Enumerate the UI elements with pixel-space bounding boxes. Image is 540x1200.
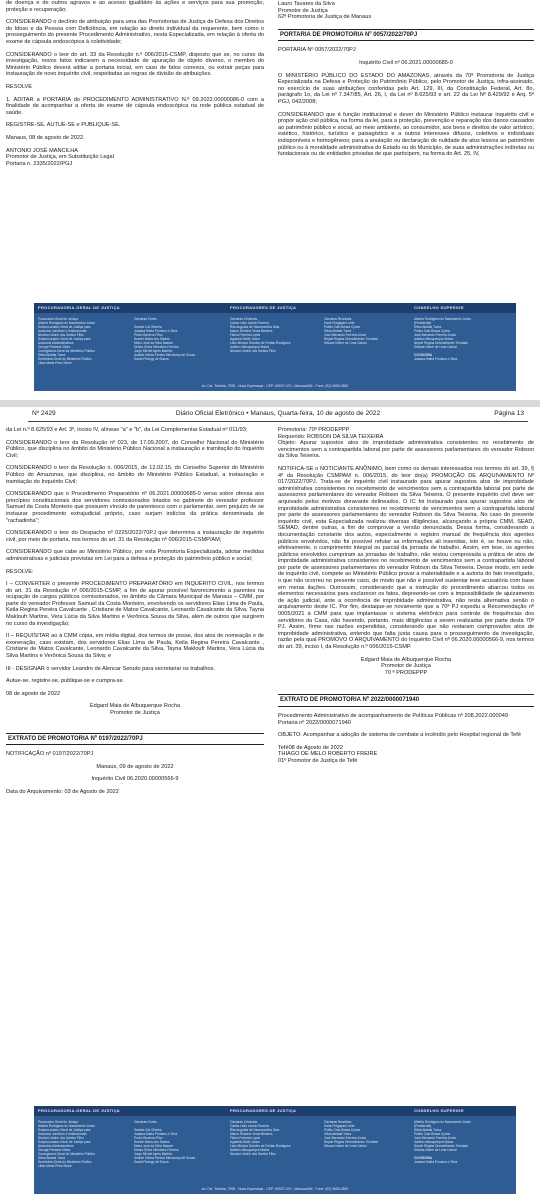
banner-line: Alberto Rodrigues do Nascimento Júnior [414,317,472,321]
banner-line: Silvia Abdala Tuma [38,1156,66,1160]
banner-line: Jussara Maria Pordeus e Silva [134,329,178,333]
banner-line: Corregedora-Geral do Ministério Público [38,1152,96,1156]
banner-line: Rita Augusta de Vasconcellos Dias [230,325,280,329]
banner-line: Rita Augusta de Vasconcellos Dias [230,1128,280,1132]
banner-line: José Bernardo Ferreira Júnior [324,1136,367,1140]
banner-line: (Presidente) [414,1124,432,1128]
banner-line: Secretária-Geral do Ministério Público [38,1160,92,1164]
signature-portaria: Portaria n. 2335/2022/PGJ [6,160,73,167]
paragraph: CONSIDERANDO que é função institucional e dever do Ministério Público instaurar inquérito civil e propor ação civil pública, na forma da lei, para a proteção, prevenção e reparação dos danos causados ao patrimônio público e social, ao meio ambiente, ao consumidor, aos bens e direitos de valor artístico, estético, histórico, turístico e paisagístico e a outros interesses difusos, coletivos e individuais indisponíveis e homogêneos; para a anulação ou declaração de nulidade de atos lesivos ao patrimônio público ou à moralidade administrativa do Estado ou do Município, de suas administrações indiretas ou fundacionais ou de entidades privadas de que participem, na forma do Art. 25, IV, [278,111,534,158]
requerido-line: Requerido: ROBSON DA SILVA TEIXEIRA [278,433,384,440]
banner-line: Subprocurador-Geral de Justiça para [38,1140,91,1144]
promotoria-line: Promotoria: 70ª PRODEPPP [278,427,350,433]
banner-line: Maria José da Silva Nazaré [134,1144,173,1148]
left-column [6,427,264,802]
banner-line: Silvia Abdala Tuma [324,329,352,333]
banner-line: Maria José da Silva Nazaré [134,341,173,345]
signature-name: THIAGO DE MELO ROBERTO FREIRE [278,751,378,758]
page-number: Página 13 [494,410,524,417]
banner-line: Pedro Bezerra Filho [134,1136,163,1140]
section-heading: EXTRATO DE PROMOTORIA Nº 0197/2022/70PJ [6,733,264,746]
banner-line: Assuntos Jurídicos e Institucionais [38,329,87,333]
banner-line: Públio Caio Bessa Cyrino [414,1132,451,1136]
paragraph: da Lei n.º 8.625/93 e Art. 3º, inciso IV, alíneas "a" e "b", da Lei Complementar Estadual nº 011/93; [6,427,248,433]
paragraph: CONSIDERANDO que cabe ao Ministério Público, por esta Promotoria Especializada, adotar medidas administrativas e judiciais previstas em Lei para a defesa e proteção do patrimônio público e social; [6,549,264,562]
edition-number: Nº 2429 [32,410,56,417]
banner-line: Públio Caio Bessa Cyrino [414,329,451,333]
right-column [278,1,534,164]
banner-title-mid: PROCURADORES DE JUSTIÇA [230,1108,297,1113]
banner-line: Nicolau Libório dos Santos Filho [230,349,276,353]
signature-name: Lauro Tavares da Silva [278,1,335,7]
banner-line: Sandra Cal Oliveira [134,325,162,329]
portaria-line: Portaria nº 2022/0000071940 [278,719,351,726]
banner-line: Câmaras Cíveis [134,1120,157,1124]
paragraph: NOTIFICA-SE o NOTICIANTE ANÔNIMO, bem como os demais interessados nos termos do art. 39, § 4º da Resolução CSMPAM n. 006/2015, do teor do(a) PROMOÇÃO DE ARQUIVAMENTO Nº 017/2022/70PJ. Trata-se de inquérito civil instaurado para apurar supostos atos de improbidade administrativa consistentes no recebimento de vencimentos sem a contrapartida laboral por parte de assessores parlamentares do vereador Robson da Silva Teixeira. O presente inquérito civil deve ser arquivado pelos motivos doravante delineados. O IC foi instaurado para apurar supostos atos de improbidade administrativa consistentes no recebimento de vencimentos sem a contrapartida laboral por parte de assessores parlamentares do vereador Robson da Silva Teixeira. No caso do presente inquérito civil, esta Especializada realizou diversas diligências, alcançando a própria CMM, SEAD, SEMAD, dentre outras, a fim de comprovar a versão denunciada. Dessa forma, considerando a documentação constante dos autos, especialmente o registro manual de frequência dos agentes públicos envolvidos, não foi possível refutar as informações ali inseridas, isto é, se houve ou não, efetivamente, o cumprimento integral ou parcial da jornada de trabalho. Assim, em tese, os agentes públicos envolvidos cumpriram as jornadas de trabalho, não restou comprovada a prática de atos de improbidade administrativa consistentes no recebimento de vencimentos sem a contrapartida laboral por parte de assessores parlamentares do vereador Robson da Silva Teixeira. Desse modo, em sede de inquérito civil, compete ao Ministério Público provar a materialidade e a autoria do fato investigado, o que não ocorreu no presente caso, de modo que não é possível sustentar tese acusatória com base em meras ilações. Outrossim, considerando que a instrução do procedimento abarcou todos os elementos necessários para esclarecer os fatos, depreendo-se com a impossibilidade de ajuizamento de ação judicial, ante a ocorrência de improbidade administrativa, não resta alternativa senão o arquivamento deste IC. Por fim, destaque-se novamente que a 70ª PJ expediu a Recomendação nº 0005/2021 à CMM para que implantasse o sistema eletrônico para controle de frequências dos servidores da Casa, não havendo, portanto, mais diligências a serem realizadas por parte desta 70ª PJ. Assim, firme nas razões expendidas, considerando que não restaram comprovados atos de improbidade administrativa, entendo que falta justa causa para o prosseguimento da investigação, razão pela qual PROMOVO O ARQUIVAMENTO do Inquérito Civil nº 06.2020.00000566-9, nos termos do art. 39, inciso I, da Resolução n.º 006/2015-CSMP. [278,465,534,650]
banner-line: José Bernardo Ferreira Júnior [324,333,367,337]
paragraph: CONSIDERANDO o teor do Despacho nº 0225/2022/70PJ que determina a instauração de inquérito civil, por meio de portaria, nos termos do art. 31 da Resolução nº 006/2015-CSMP/AM; [6,530,264,543]
banner-line: Alberto Rodrigues do Nascimento Júnior [38,1124,96,1128]
banner-line: George Pestana Vieira [38,345,71,349]
banner-line: Alberto Rodrigues do Nascimento Júnior [414,1120,472,1124]
signature-office: 70 ª PRODEPPP [384,669,428,676]
banner-line: Jussara Maria Pordeus e Silva [414,357,458,361]
banner-line: Assuntos Jurídicos e Institucionais [38,1132,87,1136]
banner-line: Flávio Ferreira Lopes [230,333,261,337]
paragraph: Autue-se, registre-se, publique-se e cumpra-se. [6,678,125,685]
date-line: Tefé08 de Agosto de 2022 [278,744,344,751]
banner-line: Carlos Lélio Lauria Ferreira [230,321,269,325]
banner-line: Subprocurador-Geral de Justiça para [38,325,91,329]
paragraph: O MINISTÉRIO PÚBLICO DO ESTADO DO AMAZONAS, através da 70ª Promotoria de Justiça Especializada na Defesa e Proteção do Patrimônio Público, pelo Promotor de Justiça, infra-assinado, no exercício de suas atribuições conferidas pelo Art. 129, III, da Constituição Federal, Art. 8o, parágrafo 1o, da Lei nº 7.347/85, Art. 26, I, da Lei nº 8.625/93 e art. 22 da Lei Nº 8.429/92 e Arq. 5º PGJ, 042/2008; [278,72,534,105]
paragraph: 1. ADITAR a PORTARIA do PROCEDIMENTO ADMINISTRATIVO N.º 09.2022.00000086-0 com a finalidade de acompanhar a oferta de exame de cápsula endoscópica na rede pública estadual de saúde. [6,96,264,116]
paragraph: Procedimento Administrativo de acompanhamento de Políticas Públicas nº 208.2022.000049 [278,712,508,719]
banner-line: Carlos Lélio Lauria Ferreira [230,1124,269,1128]
signature-name: ANTONIO JOSÉ MANCILHA [6,147,79,154]
portaria-line: PORTARIA Nº 0057/2022/70PJ [278,47,356,54]
date-line: 08 de agosto de 2022 [6,690,61,697]
banner-line: Karla Fregapani Leite [324,321,355,325]
archive-date: Data do Arquivamento: 03 de Agosto de 2022 [6,788,119,795]
signature-role: Promotor de Justiça [381,663,431,670]
banner-col-conselho [414,317,471,361]
banner-line: OUVIDORIA [414,353,433,357]
document-page-13 [0,407,540,1200]
banner-line: Jorge Michel Ayres Martins [134,349,173,353]
banner-address: Av. Cel. Teixeira, 7995 - Nova Esperança - CEP: 69037-473 - Manaus/AM - Fone: (92) 3655-0500 [201,1187,349,1191]
banner-line: Adelton Albuquerque Matos [414,337,454,341]
journal-title: Diário Oficial Eletrônico • Manaus, Quarta-feira, 10 de agosto de 2022 [175,410,381,417]
banner-line: Liani Mônica Guedes de Freitas Rodrigues [230,1144,291,1148]
paragraph: OBJETO: Acompanhar a adoção de sistema de combate a incêndio pelo Hospital regional de Tefé [278,732,521,739]
banner-line: Aguinelo Balbi Júnior [230,337,260,341]
banner-line: Suzete Maria dos Santos [134,337,170,341]
inquerito-line: Inquérito Civil 06.2020.00000566-9 [91,776,179,783]
banner-line: Sarah Pirangy de Souza [134,357,169,361]
banner-line: Neyde Regina Demósthenes Trindade [414,341,469,345]
banner-line: Delisa Olívia Vieiralves Ferreira [134,345,179,349]
document-page-top [0,0,540,400]
banner-line: Adelton Albuquerque Matos [414,1140,454,1144]
banner-line: Silvana Nobre de Lima Cabral [324,1144,367,1148]
banner-line: Silvana Nobre de Lima Cabral [414,1148,457,1152]
banner-line: Delisa Olívia Vieiralves Ferreira [134,1148,179,1152]
banner-line: Neyde Regina Demósthenes Trindade [414,1144,469,1148]
banner-line: Câmaras Cíveis [134,317,157,321]
banner-col-conselho [414,1120,471,1164]
banner-line: Lilian Maria Pires Stone [38,361,72,365]
banner-line: Pedro Bezerra Filho [134,333,163,337]
banner-line: Silvia Abdala Tuma [38,353,66,357]
banner-line: Nicolau Libório dos Santos Filho [230,1152,276,1156]
banner-line: Silvana Nobre de Lima Cabral [324,341,367,345]
banner-line: Adelton Albuquerque Matos [230,345,270,349]
banner-line: Silvia Abdala Tuma [324,1132,352,1136]
banner-line: Mauro Roberto Veras Bezerra [230,1132,273,1136]
banner-title-left: PROCURADORIA-GERAL DE JUSTIÇA [38,1108,120,1113]
banner-col-pgj [38,1120,95,1168]
banner-line: Assuntos Administrativos [38,1144,74,1148]
banner-title-bar [34,1106,516,1116]
inquerito-line: Inquérito Civil nº 06.2021.00000685-0 [359,59,453,66]
resolve-label: RESOLVE [6,83,33,90]
banner-line: Silvia Abdala Tuma [414,1128,442,1132]
paragraph: CONSIDERANDO que o Procedimento Preparatório nº 06.2021.00000685-0 versa sobre ofensa aos princípios constitucionais dos servidores comissionados lotados no gabinete do vereador professor Samuel da Costa Monteiro que possuem vínculo de parentesco com o parlamentar, sem prejuízo de se instaurar procedimento extrajudicial próprio, caso surjam indícios da prática denominada de "rachadinha"; [6,491,264,524]
banner-line: Câmaras Reunidas [324,317,352,321]
paragraph: REGISTRE-SE, AUTUE-SE e PUBLIQUE-SE. [6,122,121,129]
banner-col-reunidas [324,1120,378,1148]
paragraph: de doença e de outros agravos e ao acesso igualitário às ações e serviços para sua promoção, proteção e recuperação; [6,0,264,13]
section-heading: EXTRATO DE PROMOTORIA Nº 2022/0000071940 [278,694,534,707]
banner-line: Sarah Pirangy de Souza [134,1160,169,1164]
banner-title-mid: PROCURADORES DE JUSTIÇA [230,305,297,310]
banner-line: Aguinelo Balbi Júnior [230,1140,260,1144]
institution-footer-banner [34,303,516,391]
banner-line: Silvia Abdala Tuma [414,325,442,329]
signature-role: Promotor de Justiça [278,7,328,14]
banner-line: Neyde Regina Demósthenes Trindade [324,1140,379,1144]
banner-line: (Presidente) [414,321,432,325]
banner-line: Karla Fregapani Leite [324,1124,355,1128]
banner-title-left: PROCURADORIA-GERAL DE JUSTIÇA [38,305,120,310]
banner-line: Jorge Michel Ayres Martins [134,1152,173,1156]
banner-col-reunidas [324,317,378,345]
banner-line: Secretária-Geral do Ministério Público [38,357,92,361]
banner-line: Assuntos Administrativos [38,341,74,345]
banner-line: Câmaras Criminais [230,1120,258,1124]
banner-title-right: CONSELHO SUPERIOR [414,1108,464,1113]
banner-line: Jussara Maria Pordeus e Silva [414,1160,458,1164]
banner-line: Nicolau Libório dos Santos Filho [38,333,84,337]
banner-col-criminais [230,1120,290,1156]
banner-line: Subprocurador-Geral de Justiça para [38,337,91,341]
banner-line: Anabel Vitória Pereira Mendonça de Souza [134,353,196,357]
banner-line: Silvana Nobre de Lima Cabral [414,345,457,349]
banner-col-criminais [230,317,290,353]
left-column [6,0,264,167]
paragraph: Objeto: Apurar supostos atos de improbidade administrativa consistentes no recebimento de vencimentos sem a contrapartida laboral por parte de assessores parlamentares do vereador Robson da Silva Teixeira. [278,440,534,460]
banner-line: José Bernardo Ferreira Júnior [414,1136,457,1140]
paragraph: CONSIDERANDO o teor do art. 33 da Resolução n.º 006/2015-CSMP, disposto que se, no curso da investigação, novos fatos indicarem a necessidade de apuração de objeto diverso, o membro do Ministério Público deverá aditar a portaria inicial, em caso de fatos conexos, ou extrair peças para instauração de novo inquérito civil, respeitadas as regras de divisão de atribuições. [6,51,264,78]
banner-line: OUVIDORIA [414,1156,433,1160]
banner-line: Anabel Vitória Pereira Mendonça de Souza [134,1156,196,1160]
paragraph: CONSIDERANDO o teor da Resolução nº 023, de 17.09.2007, do Conselho Nacional do Ministério Público, que disciplina no âmbito do Ministério Público Nacional a instauração e tramitação do Inquérito Civil; [6,439,264,459]
banner-line: Câmaras Criminais [230,317,258,321]
resolve-label: RESOLVE: [6,568,34,575]
signature-name: Edgard Maia de Albuquerque Rocha [89,703,181,710]
institution-footer-banner [34,1106,516,1194]
banner-line: Câmaras Reunidas [324,1120,352,1124]
banner-col-civeis [134,1120,195,1164]
paragraph: I – CONVERTER o presente PROCEDIMENTO PREPARATÓRIO em INQUÉRITO CIVIL, nos termos do art. 31 da Resolução nº 006/2015-CSMP, a fim de apurar possível favorecimento a parentes na ocupação de cargos públicos comissionados, no âmbito da Câmara Municipal de Manaus – CMM, por parte do vereador Professor Samuel da Costa Monteiro, envolvendo os servidores Elias Lima de Paula, Keila Regina Pereira Cavalcante , Cristiane de Matos Cavalcante, Leonardo Cavalcante da Silva, Tayna Makloufr Martins, Vera Lúcia da Silva Martins e Verônica Sousa da Silva, além de outros que surgirem no curso da investigação; [6,581,264,627]
paragraph: CONSIDERANDO o declínio de atribuição para uma das Promotorias de Justiça de Defesa dos Direitos do Idoso e da Pessoa com Deficiência, em relação ao direito individual da requerente, bem como o prosseguimento do presente Procedimento Administrativo, nesta Especializada, em relação à oferta do exame de cápsula endoscópica à coletividade; [6,19,264,45]
signature-role: Promotor de Justiça [110,710,160,716]
banner-line: Nicolau Libório dos Santos Filho [38,1136,84,1140]
banner-line: Jussara Maria Pordeus e Silva [134,1132,178,1136]
notification-line: NOTIFICAÇÃO nº 0197/2022/70PJ [6,751,94,758]
right-column [278,427,534,765]
banner-line: Neyde Regina Demósthenes Trindade [324,337,379,341]
banner-line: Procurador-Geral de Justiça [38,1120,78,1124]
banner-line: Suzete Maria dos Santos [134,1140,170,1144]
banner-col-pgj [38,317,95,365]
section-heading: PORTARIA DE PROMOTORIA Nº 0057/2022/70PJ [278,29,534,42]
banner-line: Procurador-Geral de Justiça [38,317,78,321]
banner-title-right: CONSELHO SUPERIOR [414,305,464,310]
date-line: Manaus, 09 de agosto de 2022 [96,763,174,770]
paragraph: CONSIDERANDO o teor da Resolução n. 006/2015, de 12.02.15, do Conselho Superior do Ministério Público do Amazonas, que disciplina, no âmbito do Ministério Público Estadual, a instauração e tramitação do Inquérito Civil; [6,465,264,485]
banner-address: Av. Cel. Teixeira, 7995 - Nova Esperança - CEP: 69037-473 - Manaus/AM - Fone: (92) 3655-0500 [201,384,349,388]
signature-name: Edgard Maia de Albuquerque Rocha [360,656,452,663]
banner-line: Subprocurador-Geral de Justiça para [38,1128,91,1132]
banner-line: George Pestana Vieira [38,1148,71,1152]
paragraph: II – REQUISITAR ao à CMM cópia, em mídia digital, dos termos de posse, dos atos de nomeação e de exoneração, caso existam, dos servidores Elias Lima de Paula, Keila Regina Pereira Cavalcante , Cristiane de Matos Cavalcante, Leonardo Cavalcante da Silva, Tayna Makloufr Martins, Vera Lúcia da Silva Martins e Verônica Sousa da Silva; e [6,633,264,660]
signature-role: 01º Promotor de Justiça de Tefé [278,757,358,764]
banner-line: Flávio Ferreira Lopes [230,1136,261,1140]
signature-office: 62ª Promotoria de Justiça de Manaus [278,14,372,21]
banner-col-civeis [134,317,195,361]
banner-line: Mauro Roberto Veras Bezerra [230,329,273,333]
banner-line: Adelton Albuquerque Matos [230,1148,270,1152]
banner-line: Corregedora-Geral do Ministério Público [38,349,96,353]
banner-title-bar [34,303,516,313]
paragraph: III - DESIGNAR o servidor Leandro de Alencar Serudo para secretariar os trabalhos. [6,665,215,672]
banner-line: Lilian Maria Pires Stone [38,1164,72,1168]
banner-line: Liani Mônica Guedes de Freitas Rodrigues [230,341,291,345]
signature-role: Promotor de Justiça, em Substituição Legal [6,154,114,161]
banner-line: Alberto Rodrigues do Nascimento Júnior [38,321,96,325]
banner-line: Públio Caio Bessa Cyrino [324,325,361,329]
date-line: Manaus, 08 de agosto de 2022. [6,134,85,141]
banner-line: José Bernardo Ferreira Júnior [414,333,457,337]
banner-line: Sandra Cal Oliveira [134,1128,162,1132]
banner-line: Públio Caio Bessa Cyrino [324,1128,361,1132]
page-header [28,407,528,422]
